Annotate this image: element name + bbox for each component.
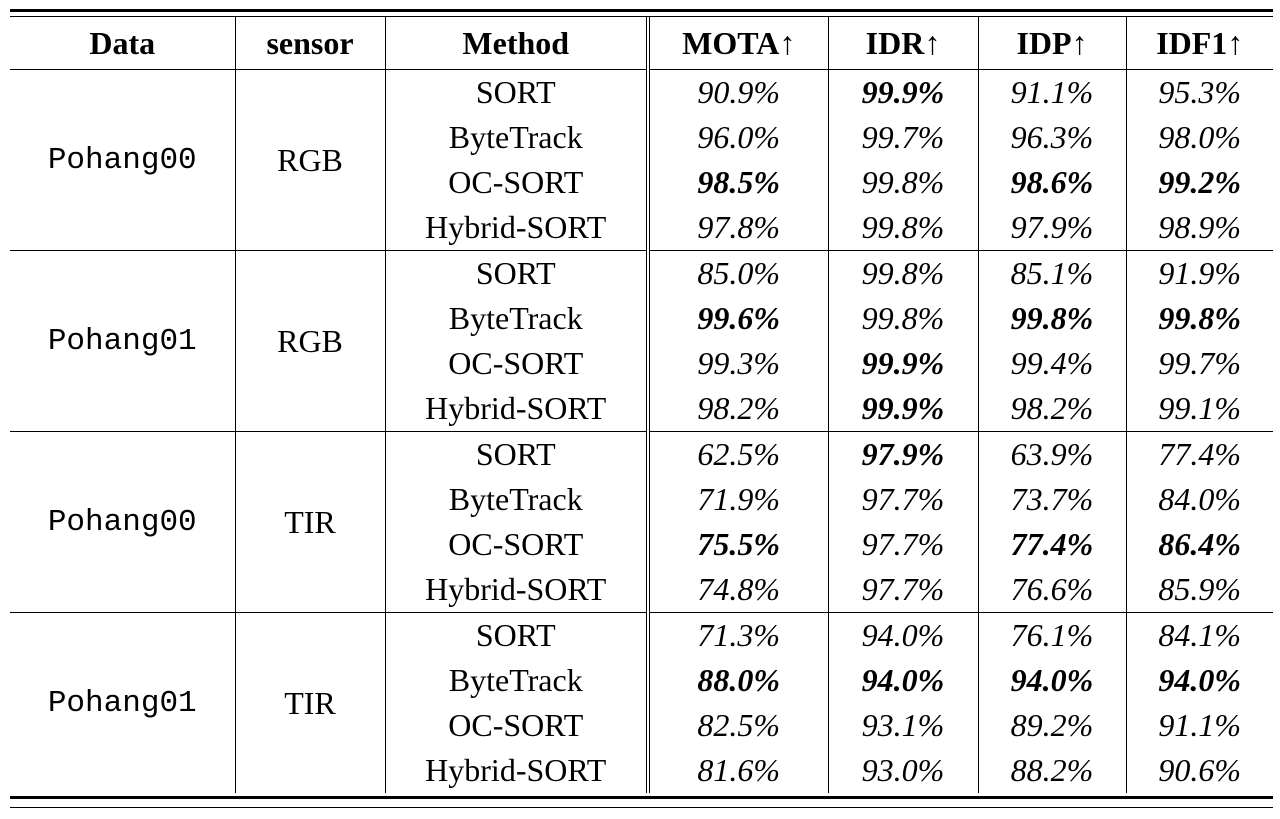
bottom-rule-thick xyxy=(10,796,1273,799)
idf1-cell: 85.9% xyxy=(1158,571,1242,607)
method-cell: ByteTrack xyxy=(385,477,648,522)
idp-cell: 99.8% xyxy=(978,296,1126,341)
table-row xyxy=(10,613,1273,659)
idp-cell: 94.0% xyxy=(978,658,1126,703)
mota-cell: 71.3% xyxy=(648,613,828,659)
idr-cell: 99.8% xyxy=(828,251,978,297)
table-row xyxy=(10,251,1273,297)
bottom-rule-thin xyxy=(10,807,1273,808)
idf1-cell: 77.4% xyxy=(1126,432,1273,478)
idr-cell: 99.8% xyxy=(828,160,978,205)
idf1-cell: 91.9% xyxy=(1126,251,1273,297)
sensor-cell: TIR xyxy=(235,613,385,794)
idr-cell: 94.0% xyxy=(828,658,978,703)
col-header-sensor: sensor xyxy=(235,17,385,70)
data-cell: Pohang01 xyxy=(10,613,235,794)
method-cell: Hybrid-SORT xyxy=(385,748,648,793)
idp-cell: 85.1% xyxy=(978,251,1126,297)
idf1-cell: 84.1% xyxy=(1126,613,1273,659)
idr-cell: 99.9% xyxy=(828,341,978,386)
col-header-idp: IDP↑ xyxy=(978,17,1126,70)
idp-cell: 98.6% xyxy=(978,160,1126,205)
idr-cell: 94.0% xyxy=(828,613,978,659)
method-cell: SORT xyxy=(385,432,648,478)
idp-cell: 88.2% xyxy=(978,748,1126,793)
results-table xyxy=(10,17,1273,793)
method-cell: OC-SORT xyxy=(385,703,648,748)
method-cell: ByteTrack xyxy=(385,115,648,160)
header-row xyxy=(10,17,1273,70)
mota-cell: 97.8% xyxy=(648,205,828,251)
idr-cell: 99.9% xyxy=(828,386,978,432)
mota-cell: 85.0% xyxy=(648,251,828,297)
method-cell: ByteTrack xyxy=(385,658,648,703)
idp-cell: 63.9% xyxy=(978,432,1126,478)
idr-cell: 99.8% xyxy=(828,296,978,341)
data-cell: Pohang01 xyxy=(10,251,235,432)
method-cell: Hybrid-SORT xyxy=(385,386,648,432)
col-header-idf1: IDF1↑ xyxy=(1126,17,1273,70)
idf1-cell: 86.4% xyxy=(1158,526,1242,562)
method-cell: OC-SORT xyxy=(385,341,648,386)
idf1-cell: 84.0% xyxy=(1158,481,1242,517)
sensor-cell: TIR xyxy=(235,432,385,613)
idr-cell: 97.7% xyxy=(828,567,978,613)
idf1-cell: 99.8% xyxy=(1158,300,1242,336)
idr-cell: 99.8% xyxy=(828,205,978,251)
table-body xyxy=(10,70,1273,794)
method-cell: SORT xyxy=(385,613,648,659)
idr-cell: 97.7% xyxy=(828,477,978,522)
data-cell: Pohang00 xyxy=(10,70,235,251)
table-row xyxy=(10,70,1273,116)
mota-cell: 99.3% xyxy=(648,341,828,386)
idr-cell: 93.0% xyxy=(828,748,978,793)
mota-cell: 88.0% xyxy=(648,658,828,703)
idr-cell: 97.9% xyxy=(828,432,978,478)
idp-cell: 91.1% xyxy=(978,70,1126,116)
mota-cell: 98.5% xyxy=(648,160,828,205)
mota-cell: 81.6% xyxy=(648,748,828,793)
idp-cell: 76.1% xyxy=(978,613,1126,659)
sensor-cell: RGB xyxy=(235,70,385,251)
idp-cell: 99.4% xyxy=(978,341,1126,386)
idf1-cell: 98.0% xyxy=(1158,119,1242,155)
mota-cell: 90.9% xyxy=(648,70,828,116)
idf1-cell: 95.3% xyxy=(1126,70,1273,116)
mota-cell: 96.0% xyxy=(648,115,828,160)
idf1-cell: 99.2% xyxy=(1158,164,1242,200)
mota-cell: 71.9% xyxy=(648,477,828,522)
idf1-cell: 94.0% xyxy=(1158,662,1242,698)
idr-cell: 99.7% xyxy=(828,115,978,160)
col-header-mota: MOTA↑ xyxy=(648,17,828,70)
idp-cell: 98.2% xyxy=(978,386,1126,432)
method-cell: Hybrid-SORT xyxy=(385,205,648,251)
idf1-cell: 98.9% xyxy=(1158,209,1242,245)
idp-cell: 77.4% xyxy=(978,522,1126,567)
method-cell: OC-SORT xyxy=(385,522,648,567)
method-cell: ByteTrack xyxy=(385,296,648,341)
idr-cell: 99.9% xyxy=(828,70,978,116)
idr-cell: 93.1% xyxy=(828,703,978,748)
idp-cell: 73.7% xyxy=(978,477,1126,522)
data-cell: Pohang00 xyxy=(10,432,235,613)
mota-cell: 74.8% xyxy=(648,567,828,613)
method-cell: SORT xyxy=(385,251,648,297)
idf1-cell: 99.1% xyxy=(1158,390,1242,426)
method-cell: Hybrid-SORT xyxy=(385,567,648,613)
mota-cell: 75.5% xyxy=(648,522,828,567)
sensor-cell: RGB xyxy=(235,251,385,432)
mota-cell: 82.5% xyxy=(648,703,828,748)
idp-cell: 89.2% xyxy=(978,703,1126,748)
col-header-data: Data xyxy=(10,17,235,70)
idf1-cell: 99.7% xyxy=(1158,345,1242,381)
method-cell: OC-SORT xyxy=(385,160,648,205)
mota-cell: 98.2% xyxy=(648,386,828,432)
table-row xyxy=(10,432,1273,478)
idr-cell: 97.7% xyxy=(828,522,978,567)
top-rule-thick xyxy=(10,9,1273,12)
col-header-idr: IDR↑ xyxy=(828,17,978,70)
idp-cell: 96.3% xyxy=(978,115,1126,160)
mota-cell: 99.6% xyxy=(648,296,828,341)
idp-cell: 76.6% xyxy=(978,567,1126,613)
idf1-cell: 91.1% xyxy=(1158,707,1242,743)
mota-cell: 62.5% xyxy=(648,432,828,478)
idp-cell: 97.9% xyxy=(978,205,1126,251)
method-cell: SORT xyxy=(385,70,648,116)
col-header-method: Method xyxy=(385,17,648,70)
idf1-cell: 90.6% xyxy=(1158,752,1242,788)
